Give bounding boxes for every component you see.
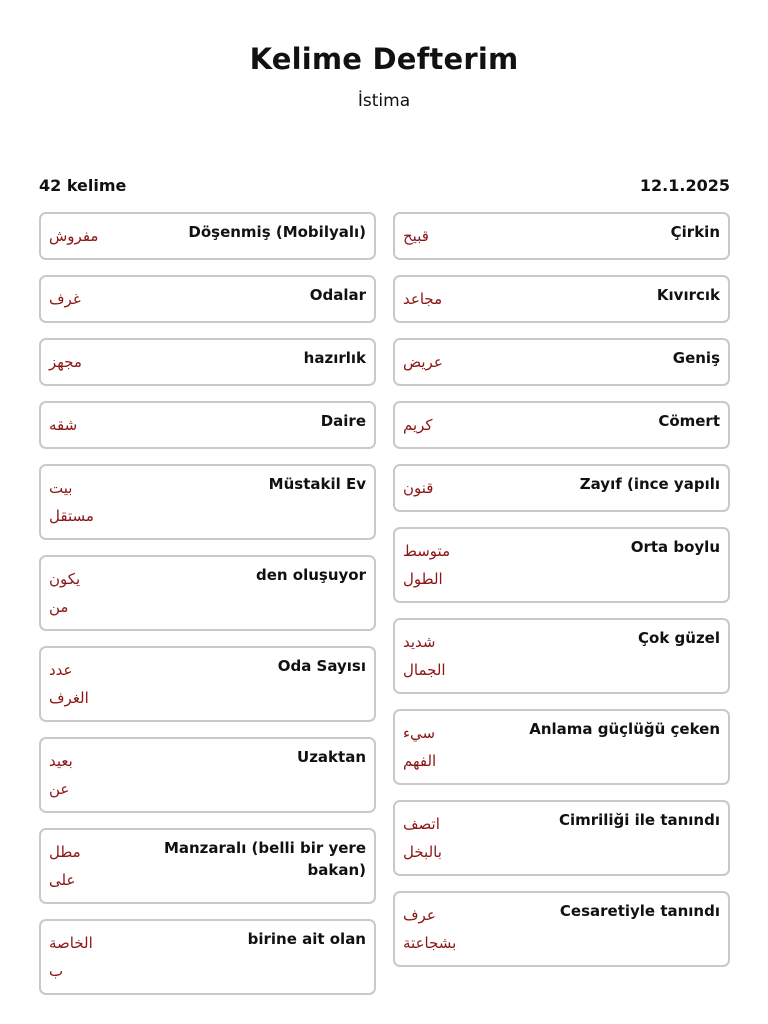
turkish-word: Odalar [309, 286, 366, 304]
turkish-word: Uzaktan [297, 748, 366, 766]
turkish-word: Döşenmiş (Mobilyalı) [188, 223, 366, 241]
word-card[interactable] [393, 709, 730, 785]
word-card[interactable] [39, 212, 376, 260]
turkish-word: hazırlık [303, 349, 366, 367]
arabic-word: يكون من [49, 570, 81, 616]
turkish-word: Daire [320, 412, 366, 430]
arabic-word: اتصف بالبخل [403, 815, 442, 861]
arabic-word: الخاصة ب [49, 934, 93, 980]
word-card[interactable] [393, 464, 730, 512]
arabic-word: عرف بشجاعتة [403, 906, 457, 952]
arabic-word: قنون [403, 479, 434, 497]
turkish-word: Cimriliği ile tanındı [558, 811, 720, 829]
arabic-word: قبيح [403, 227, 429, 245]
arabic-word: عدد الغرف [49, 661, 89, 707]
word-card[interactable] [39, 919, 376, 995]
page-title: Kelime Defterim [249, 42, 519, 76]
turkish-word: Geniş [672, 349, 720, 367]
turkish-word: Oda Sayısı [277, 657, 366, 675]
word-card[interactable] [39, 646, 376, 722]
turkish-word: Cesaretiyle tanındı [559, 902, 720, 920]
word-card[interactable] [393, 401, 730, 449]
word-card[interactable] [39, 401, 376, 449]
word-card[interactable] [393, 800, 730, 876]
word-card[interactable] [39, 338, 376, 386]
arabic-word: غرف [49, 290, 81, 308]
turkish-word: Çirkin [670, 223, 720, 241]
word-card[interactable] [393, 275, 730, 323]
date-label: 12.1.2025 [639, 176, 730, 195]
left-card-column [39, 212, 376, 1010]
word-card[interactable] [393, 618, 730, 694]
word-card[interactable] [393, 891, 730, 967]
arabic-word: متوسط الطول [403, 542, 451, 588]
turkish-word: Müstakil Ev [268, 475, 366, 493]
arabic-word: كريم [403, 416, 433, 434]
arabic-word: سيء الفهم [403, 724, 437, 770]
arabic-word: مطل على [49, 843, 81, 889]
arabic-word: مفروش [49, 227, 99, 245]
turkish-word: Çok güzel [638, 629, 720, 647]
turkish-word: Anlama güçlüğü çeken [529, 720, 720, 738]
arabic-word: مجاعد [403, 290, 443, 308]
arabic-word: بيت مستقل [49, 479, 94, 525]
arabic-word: مجهز [49, 353, 82, 371]
arabic-word: بعيد عن [49, 752, 73, 798]
turkish-word: Zayıf (ince yapılı [579, 475, 720, 493]
word-card[interactable] [393, 338, 730, 386]
word-card[interactable] [39, 828, 376, 904]
word-card[interactable] [393, 212, 730, 260]
word-card[interactable] [39, 275, 376, 323]
word-card[interactable] [393, 527, 730, 603]
turkish-word: birine ait olan [247, 930, 366, 948]
turkish-word: Cömert [658, 412, 720, 430]
word-card[interactable] [39, 555, 376, 631]
arabic-word: عريض [403, 353, 443, 371]
right-card-column [393, 212, 730, 982]
arabic-word: شديد الجمال [403, 633, 446, 679]
arabic-word: شقه [49, 416, 78, 434]
word-count: 42 kelime [39, 176, 127, 195]
turkish-word: Kıvırcık [656, 286, 720, 304]
word-card[interactable] [39, 464, 376, 540]
word-card[interactable] [39, 737, 376, 813]
turkish-word: den oluşuyor [255, 566, 366, 584]
page-subtitle: İstima [357, 91, 411, 111]
turkish-word: Manzaralı (belli bir yere bakan) [163, 839, 366, 879]
turkish-word: Orta boylu [630, 538, 720, 556]
